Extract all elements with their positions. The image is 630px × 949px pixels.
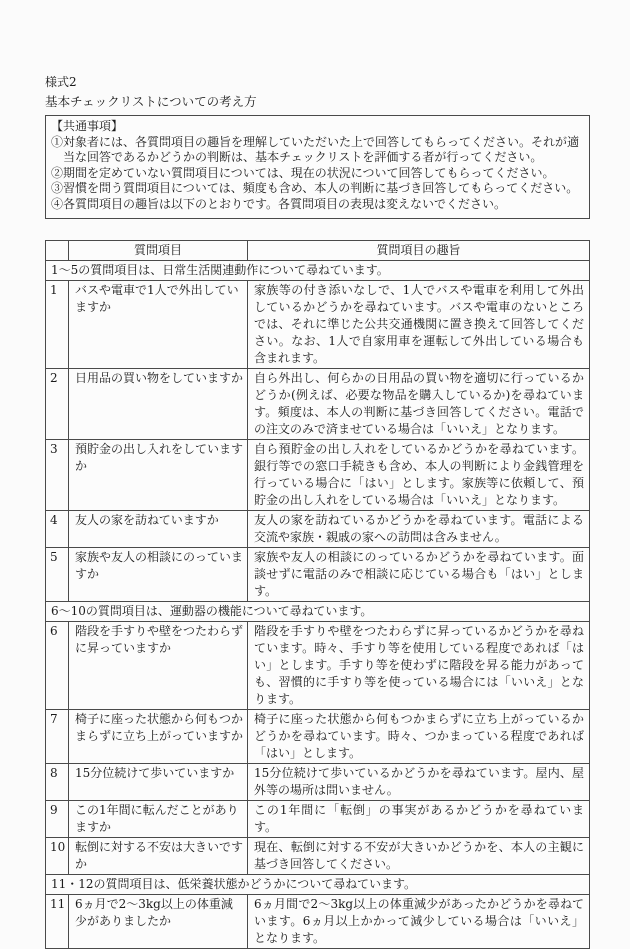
item-row <box>46 547 590 601</box>
item-purpose: 階段を手すりや壁をつたわらずに昇っているかどうかを尋ねています。時々、手すり等を使用している程度であれば「はい」とします。手すり等を使わずに階段を昇る能力があっても、習慣的に手すり等を使っている場合には「いいえ」となります。 <box>248 621 590 709</box>
section-header-row <box>46 874 590 894</box>
item-purpose: 15分位続けて歩いているかどうかを尋ねています。屋内、屋外等の場所は問いません。 <box>248 763 590 800</box>
item-question: 転倒に対する不安は大きいですか <box>69 837 248 874</box>
item-number: 6 <box>46 621 69 709</box>
common-notes-box <box>45 115 590 219</box>
item-question: 日用品の買い物をしていますか <box>69 368 248 439</box>
item-number: 11 <box>46 894 69 948</box>
item-number: 10 <box>46 837 69 874</box>
item-row <box>46 763 590 800</box>
item-number: 2 <box>46 368 69 439</box>
item-number: 3 <box>46 439 69 510</box>
item-row <box>46 837 590 874</box>
table-header-row <box>46 240 590 260</box>
item-row <box>46 368 590 439</box>
checklist-table <box>45 240 590 949</box>
item-question: 15分位続けて歩いていますか <box>69 763 248 800</box>
item-purpose: この1年間に「転倒」の事実があるかどうかを尋ねています。 <box>248 800 590 837</box>
common-note-3: ③習慣を問う質問項目については、頻度も含め、本人の判断に基づき回答してもらってください。 <box>51 181 579 196</box>
section-header-text: 1〜5の質問項目は、日常生活関連動作について尋ねています。 <box>46 260 590 280</box>
item-number: 4 <box>46 510 69 547</box>
purpose-column-header: 質問項目の趣旨 <box>248 240 590 260</box>
common-note-2: ②期間を定めていない質問項目については、現在の状況について回答してもらってください。 <box>51 165 555 180</box>
item-number: 8 <box>46 763 69 800</box>
number-column-header <box>46 240 69 260</box>
item-question: 預貯金の出し入れをしていますか <box>69 439 248 510</box>
item-question: 家族や友人の相談にのっていますか <box>69 547 248 601</box>
item-number: 7 <box>46 709 69 763</box>
form-number: 様式2 <box>45 75 77 89</box>
item-row <box>46 800 590 837</box>
item-purpose: 友人の家を訪ねているかどうかを尋ねています。電話による交流や家族・親戚の家への訪問は含みません。 <box>248 510 590 547</box>
item-purpose: 6ヵ月間で2〜3kg以上の体重減少があったかどうかを尋ねています。6ヵ月以上かかって減少している場合は「いいえ」となります。 <box>248 894 590 948</box>
item-row <box>46 709 590 763</box>
item-number: 1 <box>46 280 69 368</box>
item-row <box>46 621 590 709</box>
item-purpose: 家族や友人の相談にのっているかどうかを尋ねています。面談せずに電話のみで相談に応じている場合も「はい」とします。 <box>248 547 590 601</box>
item-question: この1年間に転んだことがありますか <box>69 800 248 837</box>
item-question: 友人の家を訪ねていますか <box>69 510 248 547</box>
item-purpose: 自ら外出し、何らかの日用品の買い物を適切に行っているかどうか(例えば、必要な物品を購入しているか)を尋ねています。頻度は、本人の判断に基づき回答してください。電話での注文のみで済ませている場合は「いいえ」となります。 <box>248 368 590 439</box>
item-purpose: 自ら預貯金の出し入れをしているかどうかを尋ねています。銀行等での窓口手続きも含め、本人の判断により金銭管理を行っている場合に「はい」とします。家族等に依頼して、預貯金の出し入れをしている場合は「いいえ」となります。 <box>248 439 590 510</box>
section-header-text: 6〜10の質問項目は、運動器の機能について尋ねています。 <box>46 601 590 621</box>
item-row <box>46 510 590 547</box>
section-header-text: 11・12の質問項目は、低栄養状態かどうかについて尋ねています。 <box>46 874 590 894</box>
common-note-4: ④各質問項目の趣旨は以下のとおりです。各質問項目の表現は変えないでください。 <box>51 196 507 211</box>
item-purpose: 現在、転倒に対する不安が大きいかどうかを、本人の主観に基づき回答してください。 <box>248 837 590 874</box>
section-header-row <box>46 260 590 280</box>
common-note-1: ①対象者には、各質問項目の趣旨を理解していただいた上で回答してもらってください。それが適当な回答であるかどうかの判断は、基本チェックリストを評価する者が行ってください。 <box>51 134 580 165</box>
common-notes-heading: 【共通事項】 <box>51 119 124 133</box>
item-question: 椅子に座った状態から何もつかまらずに立ち上がっていますか <box>69 709 248 763</box>
item-row <box>46 439 590 510</box>
item-question: 階段を手すりや壁をつたわらずに昇っていますか <box>69 621 248 709</box>
item-purpose: 家族等の付き添いなしで、1人でバスや電車を利用して外出しているかどうかを尋ねています。バスや電車のないところでは、それに準じた公共交通機関に置き換えて回答してください。なお、1人で自家用車を運転して外出している場合も含まれます。 <box>248 280 590 368</box>
section-header-row <box>46 601 590 621</box>
item-number: 9 <box>46 800 69 837</box>
item-row <box>46 894 590 948</box>
item-question: バスや電車で1人で外出していますか <box>69 280 248 368</box>
item-question: 6ヵ月で2〜3kg以上の体重減少がありましたか <box>69 894 248 948</box>
item-row <box>46 280 590 368</box>
item-number: 5 <box>46 547 69 601</box>
question-column-header: 質問項目 <box>69 240 248 260</box>
item-purpose: 椅子に座った状態から何もつかまらずに立ち上がっているかどうかを尋ねています。時々、つかまっている程度であれば「はい」とします。 <box>248 709 590 763</box>
document-title: 基本チェックリストについての考え方 <box>45 94 257 109</box>
